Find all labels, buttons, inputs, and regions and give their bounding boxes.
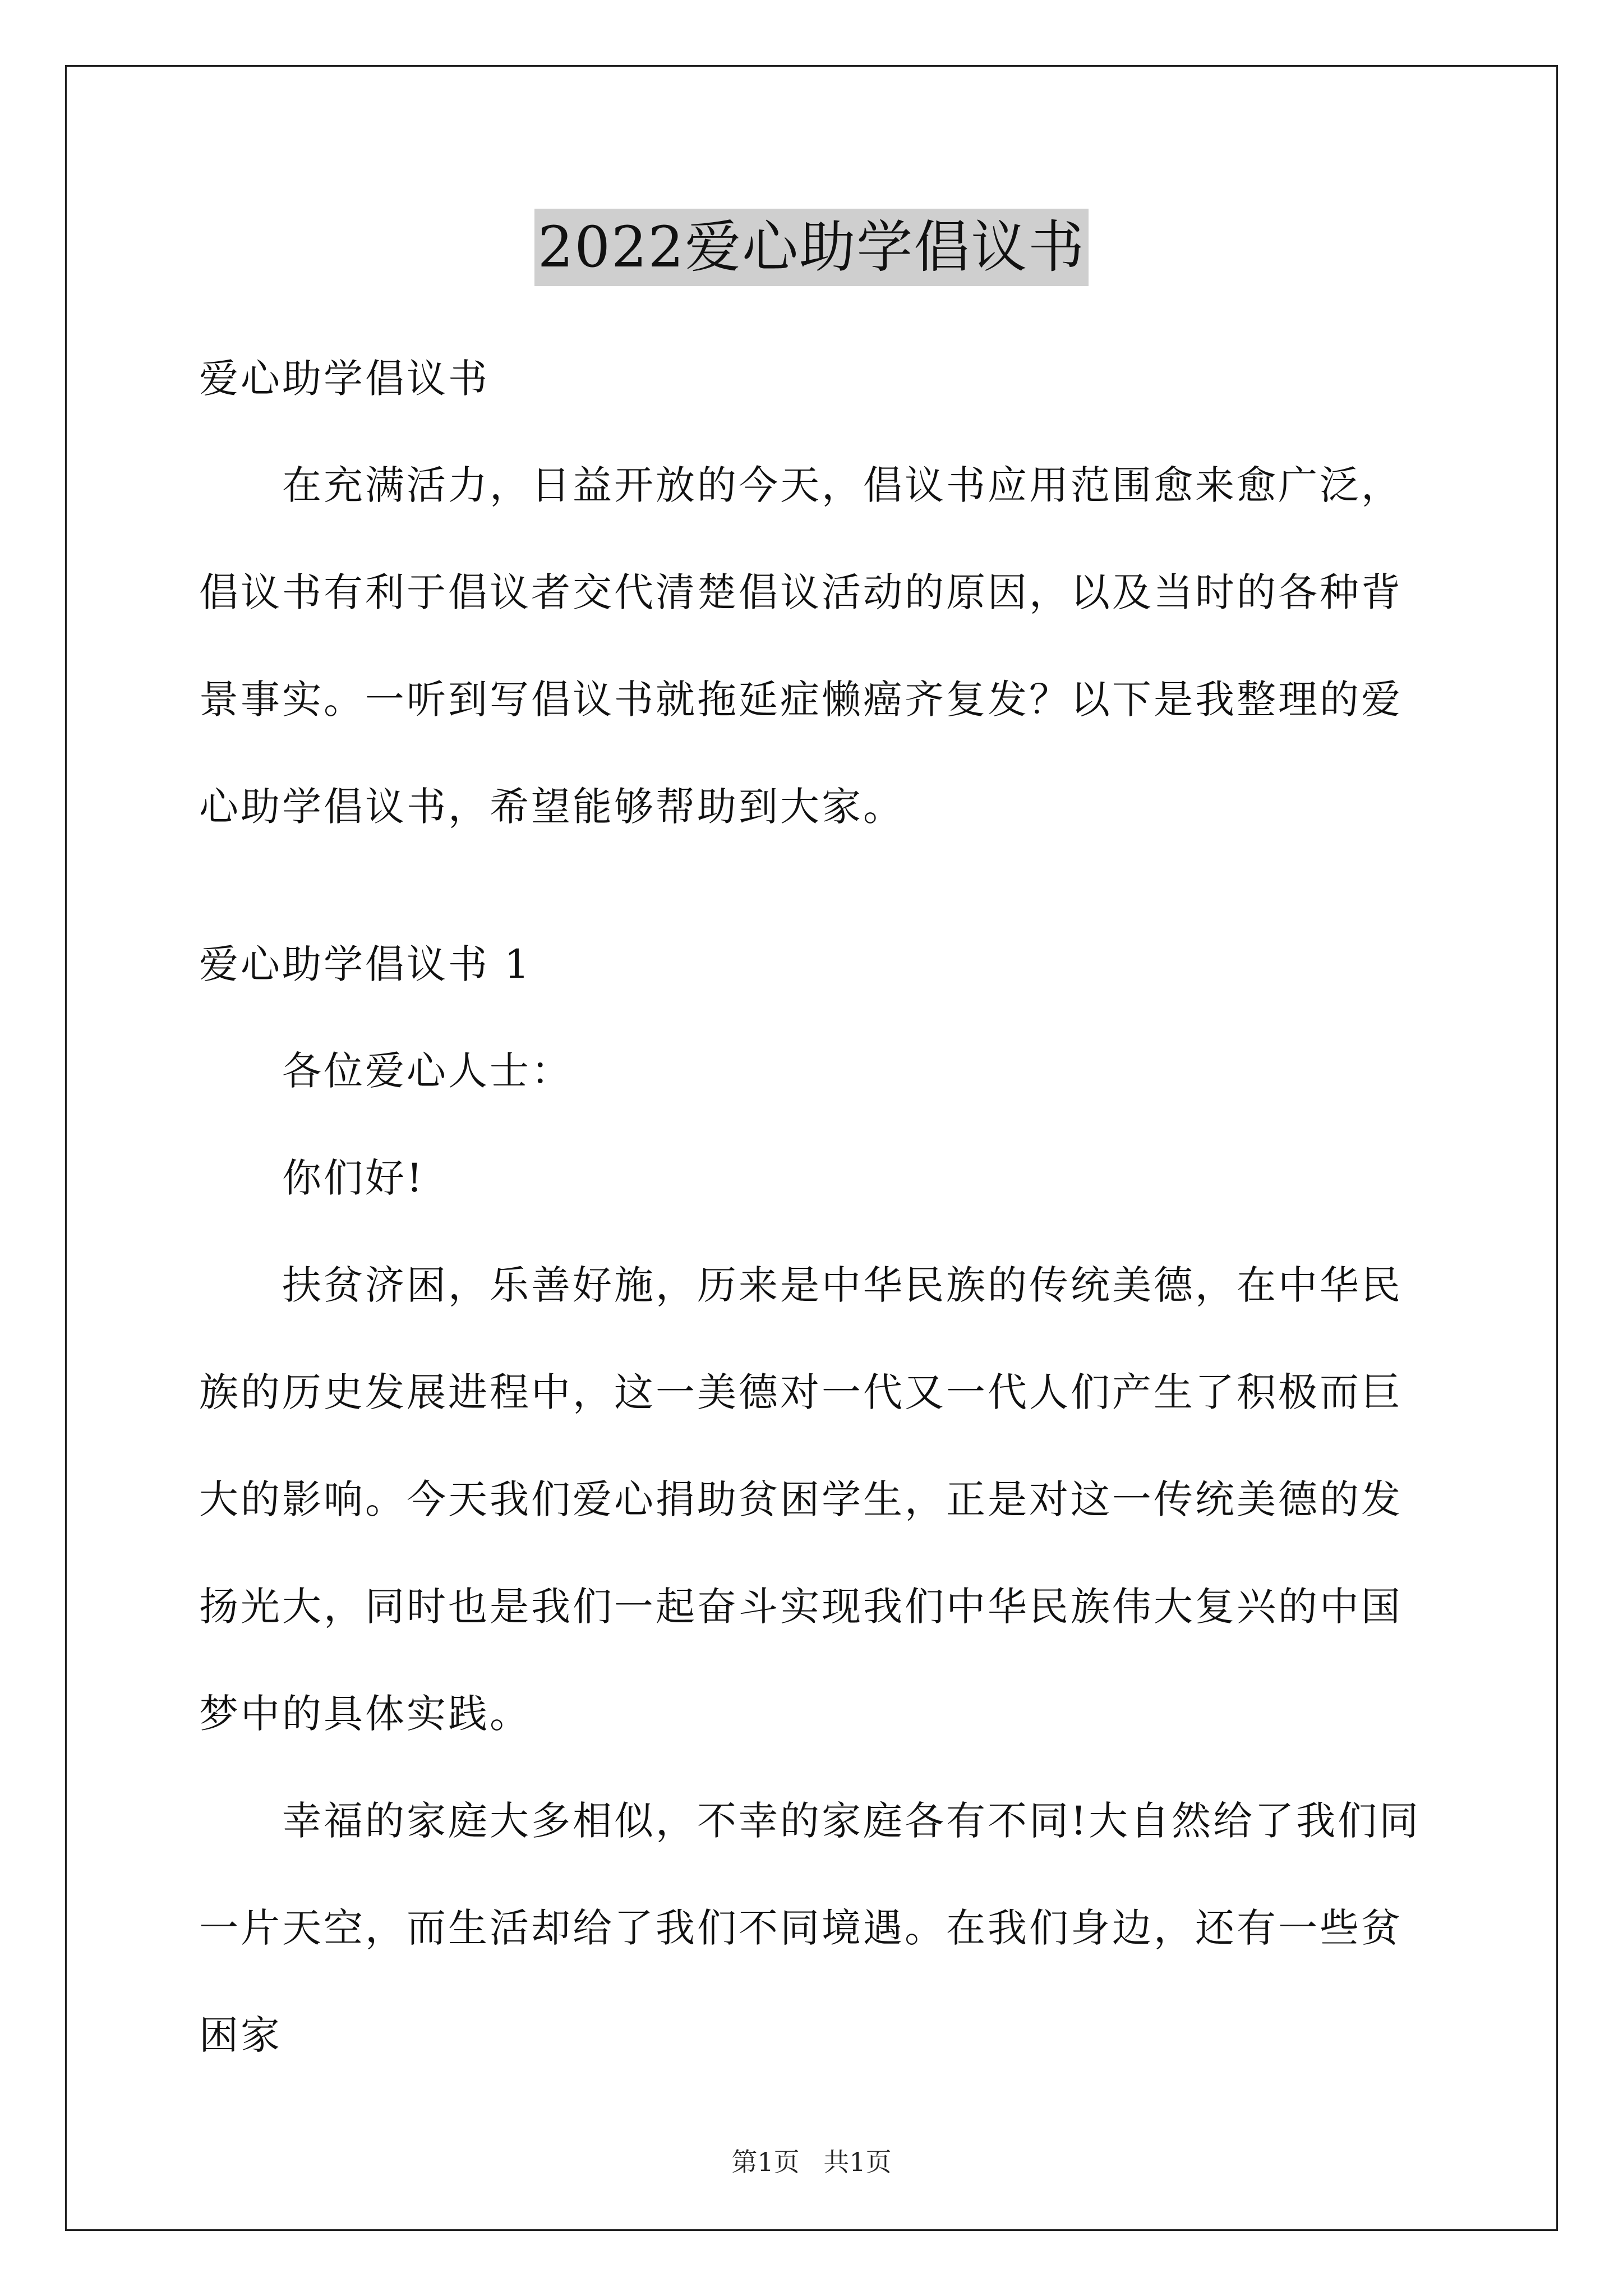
section1-heading: 爱心助学倡议书 1 [199,941,532,987]
page-number-current: 第1页 [731,2147,800,2177]
body-paragraph-2: 幸福的家庭大多相似，不幸的家庭各有不同!大自然给了我们同一片天空，而生活却给了我们不同境遇。在我们身边，还有一些贫困家 [199,1798,1421,2058]
page-number-total: 共1页 [823,2147,892,2177]
salutation: 各位爱心人士： [282,1048,573,1094]
title-container [0,209,1623,286]
greeting: 你们好! [282,1155,425,1201]
document-title: 2022爱心助学倡议书 [534,209,1089,286]
body-paragraph-1: 扶贫济困，乐善好施，历来是中华民族的传统美德，在中华民族的历史发展进程中，这一美德对一代又一代人们产生了积极而巨大的影响。今天我们爱心捐助贫困学生，正是对这一传统美德的发扬光大，同时也是我们一起奋斗实现我们中华民族伟大复兴的中国梦中的具体实践。 [199,1262,1403,1737]
document-body [199,337,1433,2089]
intro-paragraph: 在充满活力，日益开放的今天，倡议书应用范围愈来愈广泛，倡议书有利于倡议者交代清楚倡议活动的原因，以及当时的各种背景事实。一听到写倡议书就拖延症懒癌齐复发？以下是我整理的爱心助学倡议书，希望能够帮助到大家。 [199,462,1403,830]
intro-heading: 爱心助学倡议书 [199,356,490,402]
page-footer [0,2142,1623,2179]
